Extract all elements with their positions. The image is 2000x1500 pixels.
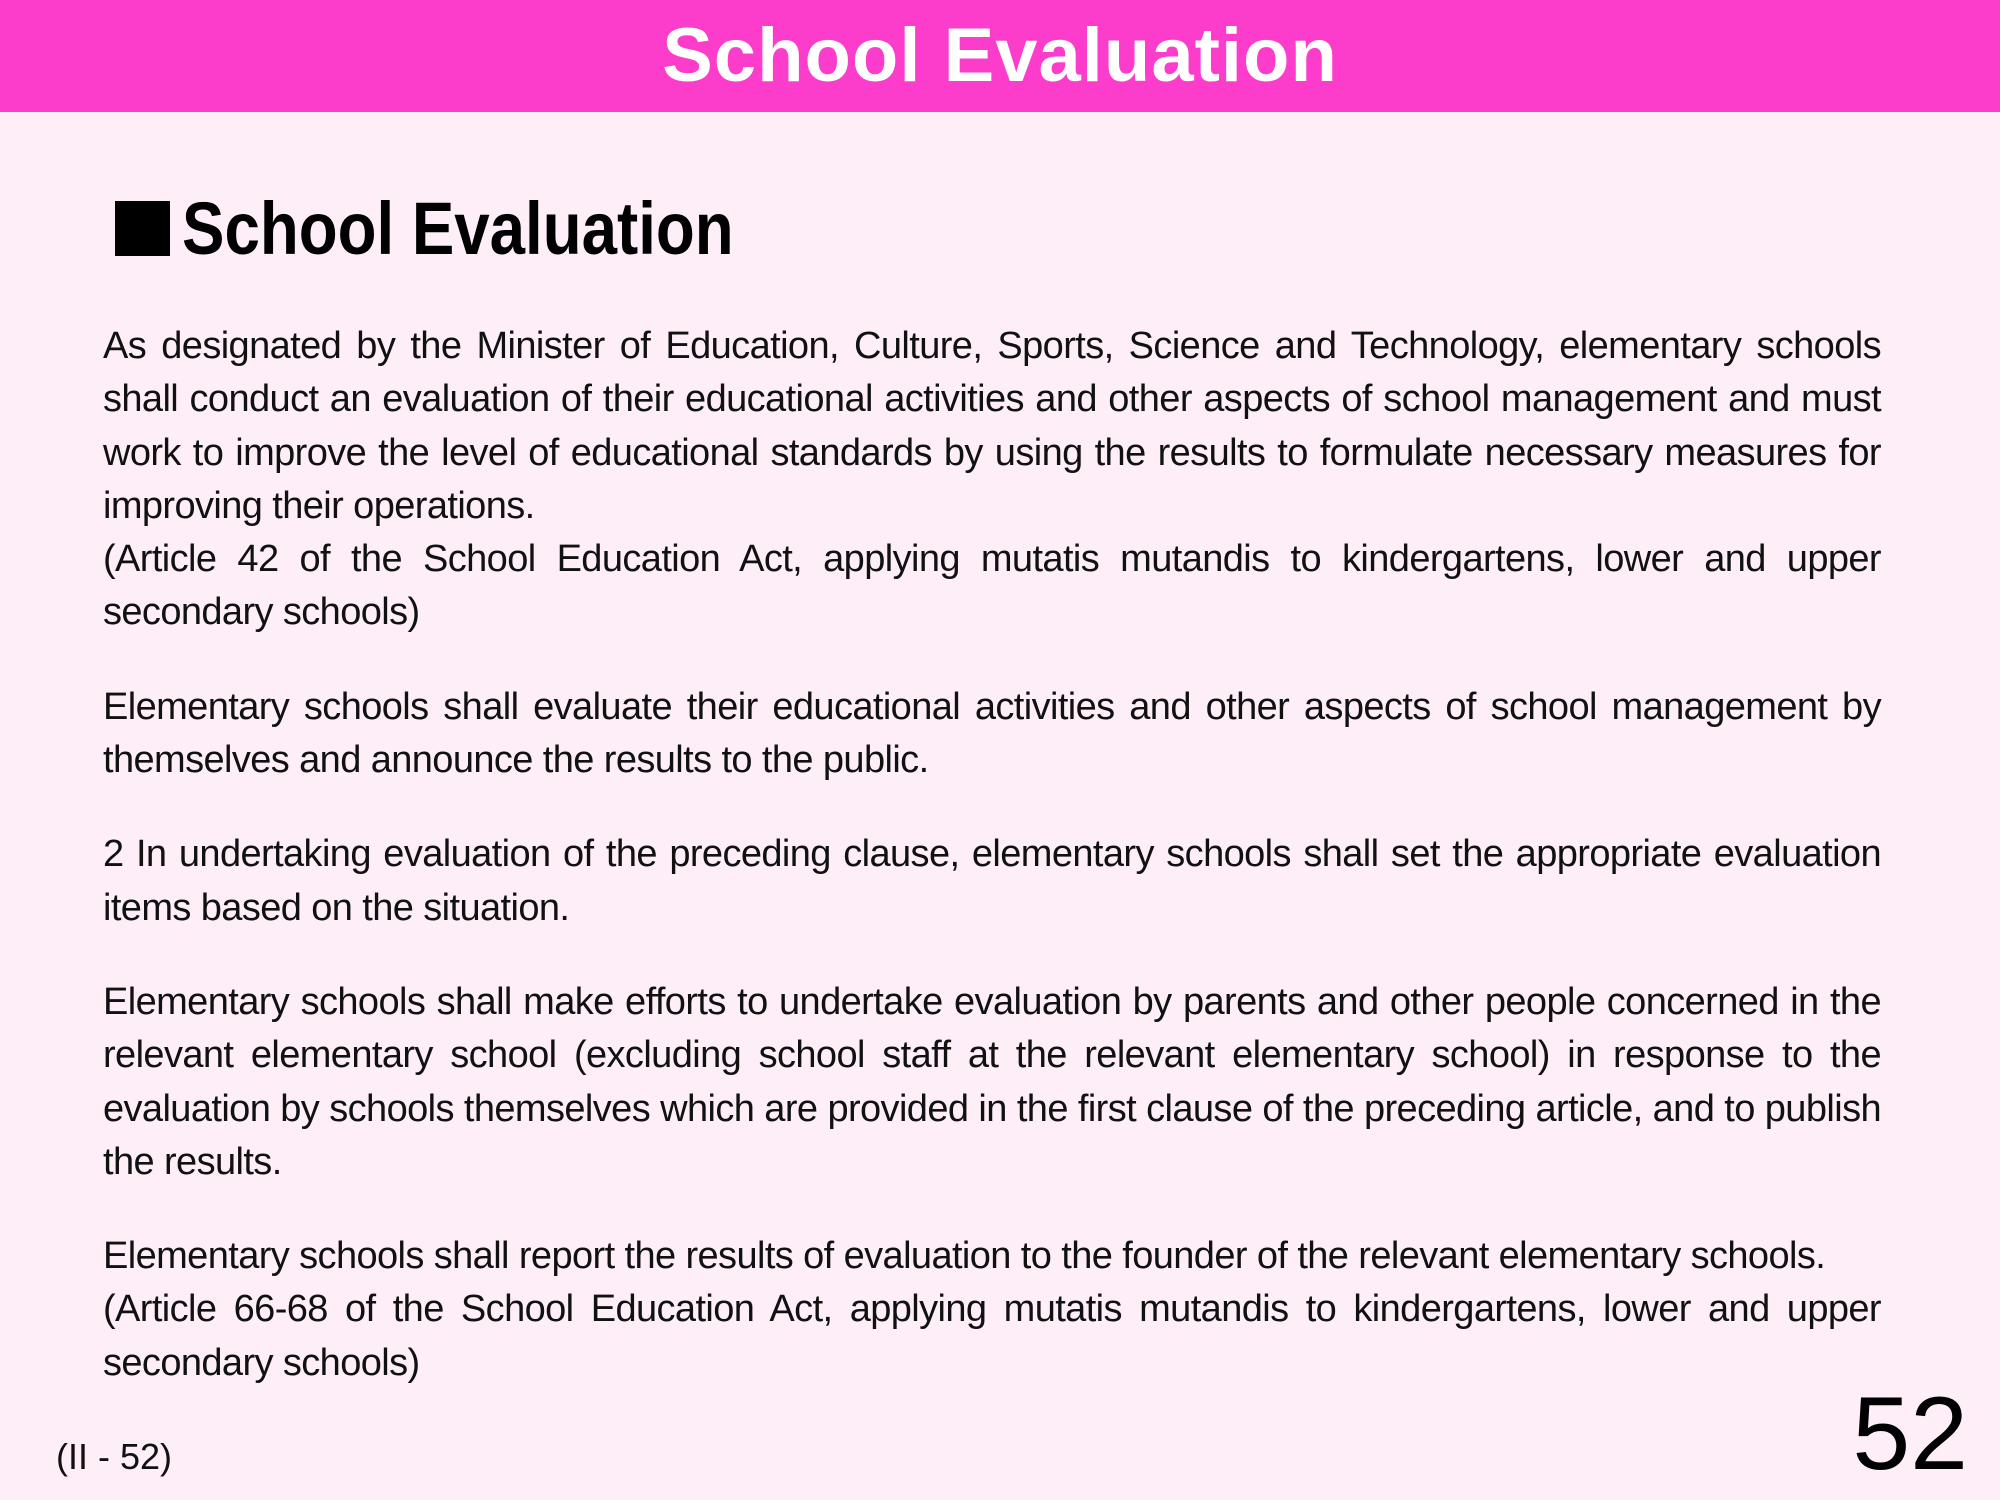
body-content xyxy=(103,320,1881,1390)
square-bullet-icon xyxy=(115,201,170,256)
section-heading xyxy=(115,186,823,271)
page-number: 52 xyxy=(1852,1376,1968,1492)
paragraph-3-text: 2 In undertaking evaluation of the preceding clause, elementary schools shall set the appropriate evaluation items based on the situation. xyxy=(103,833,1881,929)
paragraph-3 xyxy=(103,828,1881,935)
footer-reference: (II - 52) xyxy=(56,1436,173,1477)
paragraph-5-citation: (Article 66-68 of the School Education Act, applying mutatis mutandis to kindergartens, lower and upper secondary schools) xyxy=(103,1288,1881,1384)
paragraph-4 xyxy=(103,976,1881,1189)
section-title: School Evaluation xyxy=(182,187,734,270)
paragraph-2-text: Elementary schools shall evaluate their educational activities and other aspects of school management by themselves and announce the results to the public. xyxy=(103,685,1881,782)
paragraph-1-citation: (Article 42 of the School Education Act, applying mutatis mutandis to kindergartens, lower and upper secondary schools) xyxy=(103,538,1881,634)
paragraph-1 xyxy=(103,320,1881,640)
paragraph-5-text: Elementary schools shall report the results of evaluation to the founder of the relevant elementary schools. xyxy=(103,1235,1826,1278)
paragraph-2 xyxy=(103,681,1881,788)
header-title: School Evaluation xyxy=(662,13,1338,98)
paragraph-1-text: As designated by the Minister of Education, Culture, Sports, Science and Technology, elementary schools shall conduct an evaluation of their educational activities and other aspects of school management and must work to improve the level of educational standards by using the results to formulate necessary measures for improving their operations. xyxy=(103,325,1881,527)
paragraph-4-text: Elementary schools shall make efforts to undertake evaluation by parents and other people concerned in the relevant elementary school (excluding school staff at the relevant elementary school) in response to the evaluation by schools themselves which are provided in the first clause of the preceding article, and to publish the results. xyxy=(103,980,1881,1183)
paragraph-5 xyxy=(103,1230,1881,1390)
header-bar xyxy=(0,0,2000,112)
